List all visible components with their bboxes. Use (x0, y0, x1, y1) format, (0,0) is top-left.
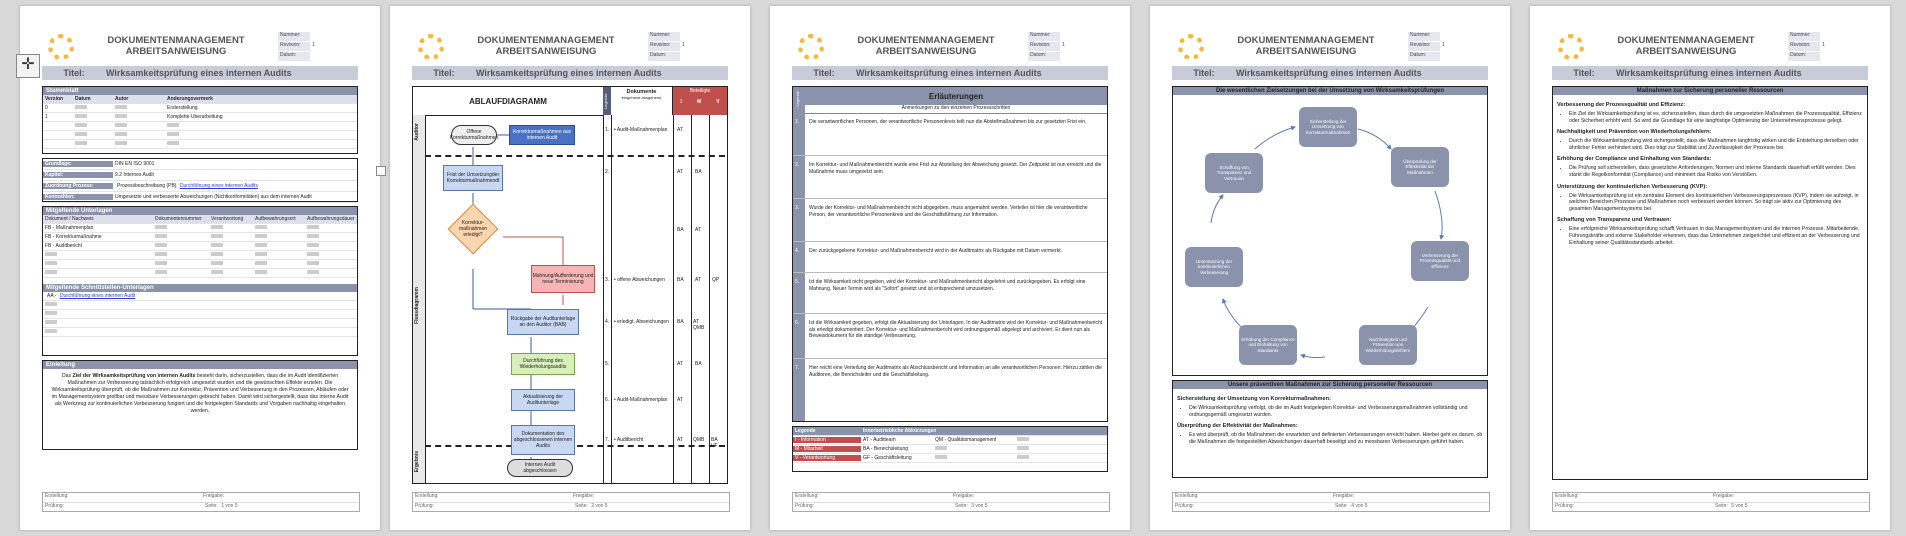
lane-flow: Flussdiagramm (414, 287, 420, 324)
prozess-link[interactable]: Durchführung eines internen Audits (179, 183, 258, 189)
dokumentation-step: Dokumentation des abgeschlossenen internen Audits (511, 425, 575, 455)
erlaeuterungen-list: 1. Die verantwortlichen Personen, der verantwortliche Personenkreis teilt nun die Abstellmaßnahmen bis zur gesetzten Frist ein. 2. Im Korrektur- und Maßnahmenbericht wurde eine Frist zur Abstellung der Abweichung gesetzt. Der Zeitpunkt ist nun erreicht und die Maßnahme muss umgesetzt sein. 3. Wurde der Korrektur- und Maßnahmenbericht nicht abgegeben, muss angemahnt werden. Verteiler ist hier die verantwortliche Person, der verantwortliche Personenkreis und die Geschäftsführung zur Information. 4. Der zurückgegebene Korrektur- und Maßnahmenbericht wird in der Auditmatrix als Rückgabe mit Datum vermerkt. 5. Ist die Wirksamkeit nicht gegeben, wird der Korrektur- und Maßnahmenbericht abgelehnt und zurückgegeben. Es erfolgt eine Mahnung. Neuer Termin wird als "Sofort" gesetzt und ist entsprechend umzusetzen. 6. Ist die Wirksamkeit gegeben, erfolgt die Aktualisierung der Unterlagen. In der Auditmatrix wird der Korrektur- und Maßnahmenbericht als erledigt dokumentiert. Der Korrektur- und Maßnahmenbericht wird ordnungsgemäß abgelegt und archiviert. Er dient nun als Beweisdokument für die ständige Verbesserung. 7. Hier reicht eine Verteilung der Auditmatrix als Abschlussbericht und Information an alle verantwortlichen Personen. Hierzu zählen die Auditoren, die Bereichsleiter und die Geschäftsleitung. (793, 113, 1107, 429)
grundlage-table: Grundlage: DIN EN ISO 9001 Kapitel: 9.2 Internes Audit Zuordnung Prozess: Prozessbeschreibung (PB) Durchführung eines internen Audits Kennzahlen: Umgesetzte und verbesserte Abweichungen (Nichtkonformitäten) aus dem internen Audit (42, 158, 358, 202)
cycle-node: Schaffung von Transparenz und Vertrauen (1205, 153, 1263, 193)
sun-logo-icon (48, 34, 74, 60)
stammblatt-heading: Stammblatt (43, 87, 357, 95)
aa-link[interactable]: Durchführung eines internen Audit (59, 293, 136, 299)
sun-logo-icon (418, 34, 444, 60)
rueckgabe-step: Rückgabe der Auditunterlage an den Auditor (BAB) (507, 309, 579, 335)
beteiligte-header: Beteiligte I M V (673, 87, 727, 115)
table-row: FB - Auditbericht (43, 242, 357, 251)
page-footer: Erstellung: Freigabe: Prüfung: Seite: 5 von 5 (1552, 492, 1870, 512)
header-title: DOKUMENTENMANAGEMENT ARBEITSANWEISUNG (107, 35, 245, 57)
cycle-node: Unterstützung der kontinuierlichen Verbesserung (1185, 247, 1243, 287)
lane-auditor: Auditor (414, 123, 420, 141)
table-header-row: Version Datum Autor Änderungsvermerk (43, 95, 357, 104)
lane-ergebnis: Ergebnis (414, 451, 420, 473)
erlaeuterungen-box: Legende Erläuterungen Anmerkungen zu den einzelnen Prozessschritten 1. Die verantwortlichen Personen, der verantwortliche Personenkreis teilt nun die Abstellmaßnahmen bis zur gesetzten Frist ein. 2. Im Korrektur- und Maßnahmenbericht wurde eine Frist zur Abstellung der Abweichung gesetzt. Der Zeitpunkt ist nun erreicht und die Maßnahme muss umgesetzt sein. 3. Wurde der Korrektur- und Maßnahmenbericht nicht abgegeben, muss angemahnt werden. Verteiler ist hier die verantwortliche Person, der verantwortliche Personenkreis und die Geschäftsführung zur Information. 4. Der zurückgegebene Korrektur- und Maßnahmenbericht wird in der Auditmatrix als Rückgabe mit Datum vermerkt. 5. Ist die Wirksamkeit nicht gegeben, wird der Korrektur- und Maßnahmenbericht abgelehnt und zurückgegeben. Es erfolgt eine Mahnung. Neuer Termin wird als "Sofort" gesetzt und ist entsprechend umzusetzen. 6. Ist die Wirksamkeit gegeben, erfolgt die Aktualisierung der Unterlagen. In der Auditmatrix wird der Korrektur- und Maßnahmenbericht als erledigt dokumentiert. Der Korrektur- und Maßnahmenbericht wird ordnungsgemäß abgelegt und archiviert. Er dient nun als Beweisdokument für die ständige Verbesserung. 7. Hier reicht eine Verteilung der Auditmatrix als Abschlussbericht und Information an alle verantwortlichen Personen. Hierzu zählen die Auditoren, die Bereichsleiter und die Geschäftsleitung. (792, 86, 1108, 422)
zielsetzungen-box (1172, 86, 1488, 376)
table-row: FB - Maßnahmenplan (43, 224, 357, 233)
erlaeuterungen-title: Erläuterungen (805, 87, 1107, 105)
cycle-node: Überprüfung der Effektivität der Maßnahmen (1391, 147, 1449, 187)
unterlagen-table: Mitgeltende Unterlagen Dokument / Nachweis Dokumentennummer Verantwortung Aufbewahrungsort Aufbewahrungsdauer FB - Maßnahmenplan FB - Korrekturmaßnahme FB - Auditbericht Mitgeltende Schnittstellen-Unterlagen AA - Durchführung eines internen Audit (42, 206, 358, 356)
einleitung-heading: Einleitung (43, 361, 357, 369)
end-audit-abgeschlossen: Internes Audit abgeschlossen (507, 459, 573, 477)
table-row: FB - Korrekturmaßnahme (43, 233, 357, 242)
sun-logo-icon (798, 34, 824, 60)
korrekturmassnahmen-box: Korrekturmaßnahmen aus internen Audit (509, 125, 575, 145)
aktualisierung-step: Aktualisierung der Auditunterlage (511, 389, 575, 411)
flow-diagram: ABLAUFDIAGRAMM Legende Dokumente eingehend ausgehend Beteiligte I M V Auditor Flussdiagramm Ergebnis Offene Korrekturmaßnahmen Korrekturmaßnahmen aus internen Audit Frist der Umsetzungder Korrekturmaßnahmendt Korrektur-maßnahmen erledigt? Mahnung/Aufforderung und neue Terminierung Rückgabe der Auditunterlage an den Auditor (BAB) Durchführung des Wiederholungsaudits Aktualisierung der Auditunterlage Dokumentation des abgeschlossenen internen Audits Internes Audit abgeschlossen 1. • Audit-Maßnahmenplan AT 2. AT BA BA AT 3. • offene Abweichungen BA AT QP 4. • erledigt. Abweichungen BA AT QMB 5. AT BA 6. • Audit-Maßnahmenplan AT 7. • Auditbericht AT QMB BA UF (412, 86, 728, 484)
mahnung-step: Mahnung/Aufforderung und neue Terminierung (531, 265, 595, 293)
page-footer: Erstellung: Freigabe: Prüfung: Seite: 4 von 5 (1172, 492, 1490, 512)
table-row (43, 122, 357, 131)
table-row: 0 Ersterstellung (43, 104, 357, 113)
document-header: DOKUMENTENMANAGEMENT ARBEITSANWEISUNG Nummer: Revision: 1 Datum: Titel: Wirksamkeitsprüfung eines internen Audits (1172, 28, 1488, 82)
page-2 (390, 6, 750, 530)
einleitung-box (42, 360, 358, 450)
document-header: DOKUMENTENMANAGEMENT ARBEITSANWEISUNG Nummer: Revision: 1 Datum: Titel: Wirksamkeitsprüfung eines internen Audits (1552, 28, 1868, 82)
massnahmen-title: Maßnahmen zur Sicherung personeller Ressourcen (1553, 87, 1867, 95)
page-5 (1530, 6, 1890, 530)
ablaufdiagramm-title: ABLAUFDIAGRAMM (413, 87, 604, 116)
sun-logo-icon (1558, 34, 1584, 60)
move-icon[interactable]: ✛ (16, 54, 40, 78)
legende-table: Legende Innerbetriebliche Abkürzungen I - Information AT - Auditteam QM - Qualitätsmanagement M - Mitarbeit BA - Bereichsleitung V - Verantwortung GF - Geschäftsleitung (792, 426, 1108, 472)
cycle-node: Erhöhung der Compliance und Einhaltung von Standards (1239, 325, 1297, 365)
sun-logo-icon (1178, 34, 1204, 60)
document-header: DOKUMENTENMANAGEMENT ARBEITSANWEISUNG Nummer: Revision: 1 Datum: Titel: Wirksamkeitsprüfung eines internen Audits (792, 28, 1108, 82)
praeventive-massnahmen-box: Unsere präventiven Maßnahmen zur Sicherung personeller Ressourcen Sicherstellung der Umsetzung von Korrekturmaßnahmen: • Die Wirksamkeitsprüfung verfolgt, ob die im Audit festgelegten Korrektur- und Verbesserungsmaßnahmen vollständig und ordnungsgemäß umgesetzt wurden. Überprüfung der Effektivität der Maßnahmen: • Es wird überprüft, ob die Maßnahmen die erwarteten und definierten Verbesserungen erreicht haben. Hierbei geht es darum, ob die Maßnahmen die festgestellten Abweichungen dauerhaft beseitigt und zu messbaren Verbesserungen geführt haben. (1172, 380, 1488, 478)
stammblatt-table (42, 86, 358, 154)
massnahmen-box: Maßnahmen zur Sicherung personeller Ressourcen Verbesserung der Prozessqualität und Effizienz: • Ein Ziel der Wirksamkeitsprüfung ist es, sicherzustellen, dass durch die umgesetzten Maßnahmen die Prozessqualität, Effizienz oder Sicherheit erhöht wird. So wird die Grundlage für eine langfristige Optimierung der Unternehmensprozesse gelegt. Nachhaltigkeit und Prävention von Wiederholungsfehlern: • Durch die Wirksamkeitsprüfung wird sichergestellt, dass die Maßnahmen langfristig wirken und die Entstehung derselben oder ähnlicher Fehler verhindert wird. Dies trägt zur Stabilität und Zuverlässigkeit der Prozesse bei. Erhöhung der Compliance und Einhaltung von Standards: • Die Prüfung soll sicherstellen, dass gesetzliche Anforderungen, Normen und interne Standards dauerhaft erfüllt werden. Dies stärkt die Regelkonformität (Compliance) und minimiert das Risiko von Verstößen. Unterstützung der kontinuierlichen Verbesserung (KVP): • Die Wirksamkeitsprüfung ist ein zentrales Element des kontinuierlichen Verbesserungsprozesses (KVP), indem sie aufzeigt, in welchen Bereichen Prozesse und Maßnahmen noch verbessert werden können. So trägt sie aktiv zur Optimierung des gesamten Managementsystems bei. Schaffung von Transparenz und Vertrauen: • Eine erfolgreiche Wirksamkeitsprüfung schafft Vertrauen in das Managementsystem und die internen Prozesse. Mitarbeitende, Führungskräfte und externe Stakeholder erkennen, dass das Unternehmen zielgerichtet und effizient an der Verbesserung und Einhaltung seiner Qualitätsstandards arbeitet. (1552, 86, 1868, 480)
document-header (42, 28, 358, 82)
resize-handle[interactable] (376, 166, 386, 176)
table-row (43, 140, 357, 149)
unterlagen-heading: Mitgeltende Unterlagen (43, 207, 357, 215)
cycle-node: Nachhaltigkeit und Prävention von Wiederholungsfehlern (1359, 325, 1417, 365)
durchfuehrung-step: Durchführung des Wiederholungsaudits (511, 353, 575, 375)
schnittstellen-heading: Mitgeltende Schnittstellen-Unterlagen (43, 284, 357, 292)
zielsetzungen-title: Die wesentlichen Zielsetzungen bei der Umsetzung von Wirksamkeitsprüfungen (1173, 87, 1487, 95)
header-meta: Nummer: Revision: 1 Datum: (278, 32, 358, 62)
start-offene-korrekturmassnahmen: Offene Korrekturmaßnahmen (451, 125, 497, 145)
table-row: 1 Komplette Überarbeitung (43, 113, 357, 122)
cycle-node: Verbesserung der Prozessqualität und Effizienz (1411, 241, 1469, 281)
document-header: DOKUMENTENMANAGEMENT ARBEITSANWEISUNG Nummer: Revision: 1 Datum: Titel: Wirksamkeitsprüfung eines internen Audits (412, 28, 728, 82)
cycle-node: Sicherstellung der Umsetzung von Korrekturmaßnahmen (1299, 107, 1357, 147)
decision-step: Korrektur-maßnahmen erledigt? (449, 205, 497, 253)
page-3 (770, 6, 1130, 530)
table-row (43, 131, 357, 140)
page-footer: Erstellung: Freigabe: Prüfung: Seite: 1 von 5 (42, 492, 360, 512)
dokumente-header: Dokumente eingehend ausgehend (611, 87, 673, 115)
page-footer: Erstellung: Freigabe: Prüfung: Seite: 2 von 5 (412, 492, 730, 512)
page-4 (1150, 6, 1510, 530)
einleitung-text: Das Ziel der Wirksamkeitsprüfung von internen Audits besteht darin, sicherzustellen, dass die im Audit identifizierten Maßnahmen zur Verbesserung tatsächlich erfolgreich umgesetzt wurden und die gewünschten Effekte erzielen. Die Wirksamkeitsprüfung überprüft, ob die Maßnahmen zur Korrektur, Prävention und Verbesserung in den Prozessen, Abläufen oder im Managementsystem greifbar und messbare Verbesserungen gebracht haben. Damit wird sichergestellt, dass das interne Audit als Werkzeug zur kontinuierlichen Verbesserung fungiert und die festgelegten Standards und Vorgaben nachhaltig eingehalten werden. (51, 373, 349, 414)
title-bar: Titel: Wirksamkeitsprüfung eines internen Audits (42, 66, 358, 80)
page-1 (20, 6, 380, 530)
frist-step: Frist der Umsetzungder Korrekturmaßnahmendt (443, 165, 503, 191)
page-footer: Erstellung: Freigabe: Prüfung: Seite: 3 von 5 (792, 492, 1110, 512)
